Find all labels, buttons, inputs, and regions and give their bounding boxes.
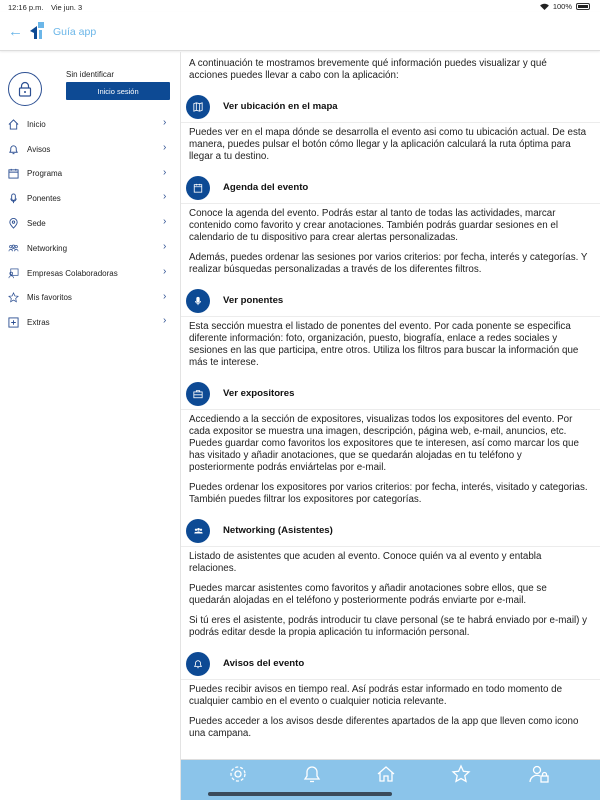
section-text: Puedes marcar asistentes como favoritos y añadir anotaciones sobre ellos, que se quedarán alojadas en el teléfono y posteriormente podrás enviarte por e-mail.: [189, 583, 547, 606]
section-title: Agenda del evento: [223, 182, 309, 193]
user-status: Sin identificar: [66, 70, 115, 79]
sidebar-item-label: Networking: [27, 243, 68, 253]
page-title: Guía app: [53, 26, 97, 38]
user-lock-icon[interactable]: [529, 764, 549, 784]
sidebar-item-label: Extras: [27, 318, 50, 328]
status-date: Vie jun. 3: [51, 3, 83, 12]
star-icon: [8, 292, 19, 303]
section-text: Puedes acceder a los avisos desde diferentes apartados de la app que lleven como icono una campana.: [189, 716, 579, 739]
section-header-expositores: [181, 378, 600, 410]
guide-content: [181, 52, 600, 759]
chevron-right-icon: ›: [163, 290, 167, 302]
sidebar-item-inicio[interactable]: [0, 112, 180, 137]
sidebar-item-label: Mis favoritos: [27, 293, 72, 303]
section-text: Conoce la agenda del evento. Podrás estar al tanto de todas las actividades, marcar contenido como favorito y crear anotaciones. También podrás guardar sesiones en el calendario de tu dispositivo para crear alertas personalizadas.: [189, 208, 559, 243]
section-title: Networking (Asistentes): [223, 525, 333, 536]
sidebar-item-label: Inicio: [27, 119, 46, 129]
section-header-networking: [181, 515, 600, 547]
login-button[interactable]: Inicio sesión: [66, 82, 170, 100]
chevron-right-icon: ›: [163, 117, 167, 128]
map-icon: [186, 95, 210, 119]
chevron-right-icon: ›: [163, 240, 167, 252]
section-header-ponentes: [181, 285, 600, 317]
section-text: Puedes ordenar los expositores por varios criterios: por fecha, interés, visitado y categorias. También puedes filtrar los expositores por categorías.: [189, 482, 588, 505]
section-header-avisos: [181, 648, 600, 680]
home-indicator[interactable]: [208, 792, 392, 796]
sidebar-menu: [0, 112, 180, 335]
section-text: Puedes ver en el mapa dónde se desarrolla el evento asi como tu ubicación actual. De esta manera, puedes pulsar el botón cómo llegar y la aplicación calculará la ruta óptima para llegar a tu destino.: [189, 127, 587, 162]
status-right: [540, 2, 590, 11]
section-title: Ver ubicación en el mapa: [223, 101, 338, 112]
sidebar-item-ponentes[interactable]: [0, 186, 180, 211]
sidebar-item-empresas-colaboradoras[interactable]: [0, 261, 180, 286]
briefcase-icon: [186, 382, 210, 406]
battery-percent: 100%: [552, 2, 572, 11]
chevron-right-icon: ›: [163, 315, 167, 327]
home-icon: [8, 119, 19, 130]
microphone-icon: [8, 193, 19, 204]
section-header-mapa: [181, 91, 600, 123]
chevron-right-icon: ›: [163, 166, 167, 178]
microphone-icon: [186, 289, 210, 313]
calendar-icon: [186, 176, 210, 200]
section-header-agenda: [181, 172, 600, 204]
status-bar: [0, 0, 600, 12]
app-header: [0, 12, 600, 51]
sidebar-item-programa[interactable]: [0, 162, 180, 187]
section-text: Si tú eres el asistente, podrás introducir tu clave personal (se te habrá enviado por e-mail) y podrás editar desde la propia aplicación tu información personal.: [189, 615, 588, 638]
status-time: 12:16 p.m.: [8, 3, 44, 12]
wifi-icon: [540, 3, 549, 10]
plus-square-icon: [8, 317, 19, 328]
settings-icon[interactable]: [228, 764, 248, 784]
star-icon[interactable]: [451, 764, 471, 784]
section-title: Avisos del evento: [223, 658, 305, 669]
sidebar-item-networking[interactable]: [0, 236, 180, 261]
sidebar-item-label: Avisos: [27, 144, 51, 154]
section-title: Ver expositores: [223, 388, 295, 399]
intro-text: A continuación te mostramos brevemente qué información puedes visualizar y qué acciones puedes llevar a cabo con la aplicación:: [189, 58, 547, 81]
section-text: Accediendo a la sección de expositores, visualizas todos los expositores del evento. Por cada expositor se muestra una imagen, descripción, página web, e-mail, anuncios, etc. Puedes guardar como favoritos los expositores que te interesen, así como marcar los que has visitado y añadir anotaciones, que se quedarán alojadas en tu teléfono y posteriormente podrás enviártelas por e-mail.: [189, 414, 579, 473]
sidebar-item-label: Sede: [27, 219, 46, 229]
location-pin-icon: [8, 218, 19, 229]
people-icon: [186, 519, 210, 543]
chevron-right-icon: ›: [163, 141, 167, 153]
sidebar-item-avisos[interactable]: [0, 137, 180, 162]
app-logo: [28, 22, 46, 40]
sidebar-item-extras[interactable]: [0, 310, 180, 335]
calendar-icon: [8, 168, 19, 179]
sidebar-item-sede[interactable]: [0, 211, 180, 236]
section-text: Listado de asistentes que acuden al evento. Conoce quién va al evento y entabla relaciones.: [189, 551, 542, 574]
company-icon: [8, 268, 19, 279]
lock-avatar-icon: [8, 72, 42, 106]
section-text: Puedes recibir avisos en tiempo real. Así podrás estar informado en todo momento de cualquier cambio en el evento o cualquier noticia relevante.: [189, 684, 563, 707]
battery-icon: [576, 3, 590, 10]
section-title: Ver ponentes: [223, 295, 284, 306]
bell-icon[interactable]: [302, 764, 322, 784]
sidebar-item-label: Ponentes: [27, 194, 61, 204]
sidebar-item-label: Programa: [27, 169, 63, 179]
bell-icon: [8, 144, 19, 155]
sidebar-item-mis-favoritos[interactable]: [0, 286, 180, 311]
people-icon: [8, 243, 19, 254]
chevron-right-icon: ›: [163, 216, 167, 228]
chevron-right-icon: ›: [163, 191, 167, 203]
sidebar-item-label: Empresas Colaboradoras: [27, 268, 118, 278]
sidebar: [0, 52, 181, 800]
chevron-right-icon: ›: [163, 265, 167, 277]
back-arrow-icon[interactable]: ←: [8, 23, 23, 40]
home-icon[interactable]: [376, 764, 396, 784]
section-text: Esta sección muestra el listado de ponentes del evento. Por cada ponente se especifica diferente información: foto, organización, puesto, biografía, enlace a redes sociales y sesiones en las que participa, entre otros. Utiliza los filtros para buscar la información que más te interese.: [189, 321, 579, 368]
section-text: Además, puedes ordenar las sesiones por varios criterios: por fecha, interés y categorías. Y realizar búsquedas personalizadas a través de los diferentes filtros.: [189, 252, 588, 275]
bell-icon: [186, 652, 210, 676]
